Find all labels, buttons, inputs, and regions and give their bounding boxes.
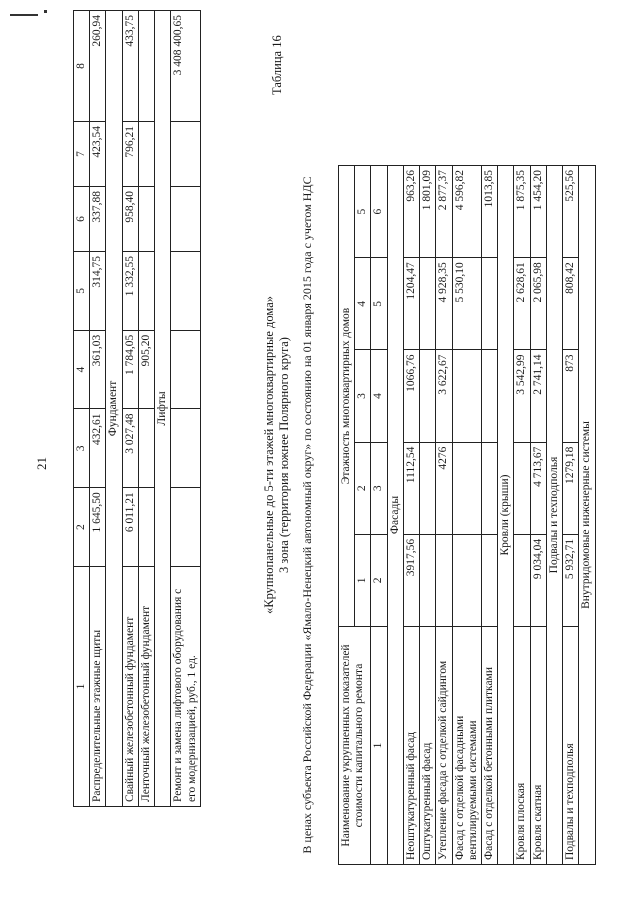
value-cell: 260,94	[90, 11, 106, 122]
row-label: Неоштукатуренный фасад	[403, 627, 419, 865]
value-cell	[171, 488, 200, 567]
row-label: Кровля скатная	[530, 627, 546, 865]
table-row	[420, 166, 436, 865]
value-cell: 423,54	[90, 122, 106, 187]
value-cell	[171, 409, 200, 488]
value-cell	[420, 534, 436, 626]
value-cell: 1 645,50	[90, 488, 106, 567]
table-row	[171, 11, 200, 807]
table-row	[90, 11, 106, 807]
floor-header: 2	[355, 442, 371, 534]
value-cell: 361,03	[90, 330, 106, 409]
index-cell: 3	[371, 442, 387, 534]
value-cell	[481, 442, 497, 534]
section-row	[498, 166, 514, 865]
value-cell: 1066,76	[403, 350, 419, 442]
value-cell: 1 875,35	[514, 166, 530, 258]
section-label: Внутридомовые инженерные системы	[579, 166, 595, 865]
row-label: Кровля плоская	[514, 627, 530, 865]
value-cell: 9 034,04	[530, 534, 546, 626]
table-row	[122, 11, 138, 807]
section-label: Фундамент	[106, 11, 122, 807]
row-label: Ленточный железобетонный фундамент	[138, 567, 154, 807]
value-cell: 873	[563, 350, 579, 442]
value-cell	[171, 330, 200, 409]
value-cell	[171, 122, 200, 187]
header-name: Наименование укрупненных показателей стоимости капитального ремонта	[339, 627, 371, 865]
section-row	[387, 166, 403, 865]
value-cell: 1 784,05	[122, 330, 138, 409]
value-cell	[481, 258, 497, 350]
value-cell: 432,61	[90, 409, 106, 488]
value-cell: 6 011,21	[122, 488, 138, 567]
value-cell: 4276	[436, 442, 452, 534]
value-cell	[420, 350, 436, 442]
section-label: Кровли (крыши)	[498, 166, 514, 865]
section-label: Лифты	[155, 11, 171, 807]
value-cell	[138, 251, 154, 330]
table-row	[138, 11, 154, 807]
value-cell	[420, 442, 436, 534]
value-cell	[138, 122, 154, 187]
value-cell	[171, 251, 200, 330]
value-cell	[514, 442, 530, 534]
index-cell: 5	[371, 258, 387, 350]
value-cell	[514, 534, 530, 626]
table-row	[481, 166, 497, 865]
value-cell: 2 065,98	[530, 258, 546, 350]
value-cell: 337,88	[90, 186, 106, 251]
value-cell	[138, 11, 154, 122]
value-cell	[452, 350, 481, 442]
section-row	[579, 166, 595, 865]
value-cell: 1 454,20	[530, 166, 546, 258]
index-cell: 1	[371, 627, 387, 865]
table-number: Таблица 16	[270, 35, 284, 95]
value-cell: 1279,18	[563, 442, 579, 534]
row-label: Подвалы и техподполья	[563, 627, 579, 865]
header-row	[74, 11, 90, 807]
header-cell: 2	[74, 488, 90, 567]
row-label: Распределительные этажные щиты	[90, 567, 106, 807]
value-cell: 2 741,14	[530, 350, 546, 442]
value-cell: 1 332,55	[122, 251, 138, 330]
value-cell	[436, 534, 452, 626]
page-number: 21	[34, 457, 49, 470]
section-label: Фасады	[387, 166, 403, 865]
value-cell: 905,20	[138, 330, 154, 409]
value-cell	[138, 409, 154, 488]
value-cell: 3 542,99	[514, 350, 530, 442]
table-row	[452, 166, 481, 865]
header-cell: 6	[74, 186, 90, 251]
header-floors-group: Этажность многоквартирных домов	[339, 166, 355, 627]
value-cell: 4 928,35	[436, 258, 452, 350]
index-cell: 2	[371, 534, 387, 626]
value-cell: 433,75	[122, 11, 138, 122]
floor-header: 1	[355, 534, 371, 626]
value-cell: 1112,54	[403, 442, 419, 534]
value-cell: 2 877,37	[436, 166, 452, 258]
value-cell: 3 027,48	[122, 409, 138, 488]
value-cell	[138, 186, 154, 251]
value-cell: 3 408 400,65	[171, 11, 200, 122]
value-cell: 2 628,61	[514, 258, 530, 350]
header-cell: 8	[74, 11, 90, 122]
caption-prices: В ценах субъекта Российской Федерации «Ямало-Ненецкий автономный округ» по состоянию на 01 января 2015 года с учетом НДС	[300, 176, 314, 854]
index-cell: 4	[371, 350, 387, 442]
index-cell: 6	[371, 166, 387, 258]
value-cell: 5 932,71	[563, 534, 579, 626]
value-cell: 808,42	[563, 258, 579, 350]
value-cell: 963,26	[403, 166, 419, 258]
facility-cost-table	[73, 10, 201, 807]
value-cell	[452, 534, 481, 626]
floor-header: 4	[355, 258, 371, 350]
header-cell: 3	[74, 409, 90, 488]
value-cell: 958,40	[122, 186, 138, 251]
section-row	[106, 11, 122, 807]
value-cell: 4 596,82	[452, 166, 481, 258]
value-cell: 3 622,67	[436, 350, 452, 442]
value-cell	[420, 258, 436, 350]
header-cell: 7	[74, 122, 90, 187]
row-label: Свайный железобетонный фундамент	[122, 567, 138, 807]
section-row	[155, 11, 171, 807]
row-label: Утепление фасада с отделкой сайдингом	[436, 627, 452, 865]
row-label: Фасад с отделкой бетонными плитками	[481, 627, 497, 865]
row-label: Оштукатуренный фасад	[420, 627, 436, 865]
capital-repair-table	[338, 165, 596, 865]
table-row	[514, 166, 530, 865]
value-cell: 525,56	[563, 166, 579, 258]
floor-header: 5	[355, 166, 371, 258]
header-cell: 4	[74, 330, 90, 409]
value-cell: 1013,85	[481, 166, 497, 258]
value-cell: 1 801,09	[420, 166, 436, 258]
value-cell	[138, 488, 154, 567]
section-label: Подвалы и техподполья	[546, 166, 562, 865]
table-row	[436, 166, 452, 865]
floor-header: 3	[355, 350, 371, 442]
header-cell: 5	[74, 251, 90, 330]
value-cell	[452, 442, 481, 534]
value-cell: 4 713,67	[530, 442, 546, 534]
section-row	[546, 166, 562, 865]
value-cell	[481, 534, 497, 626]
row-label: Ремонт и замена лифтового оборудования с его модернизацией, руб., 1 ед.	[171, 567, 200, 807]
value-cell: 1204,47	[403, 258, 419, 350]
table-row	[403, 166, 419, 865]
row-label: Фасад с отделкой фасадными вентилируемыми системами	[452, 627, 481, 865]
value-cell: 314,75	[90, 251, 106, 330]
table-row	[563, 166, 579, 865]
value-cell: 5 530,10	[452, 258, 481, 350]
value-cell	[171, 186, 200, 251]
caption-title: «Крупнопанельные до 5-ти этажей многоквартирные дома»	[262, 295, 276, 615]
table-row	[530, 166, 546, 865]
value-cell	[481, 350, 497, 442]
value-cell: 796,21	[122, 122, 138, 187]
header-cell: 1	[74, 567, 90, 807]
value-cell: 3917,56	[403, 534, 419, 626]
caption-zone: 3 зона (территория южнее Полярного круга)	[277, 337, 291, 573]
